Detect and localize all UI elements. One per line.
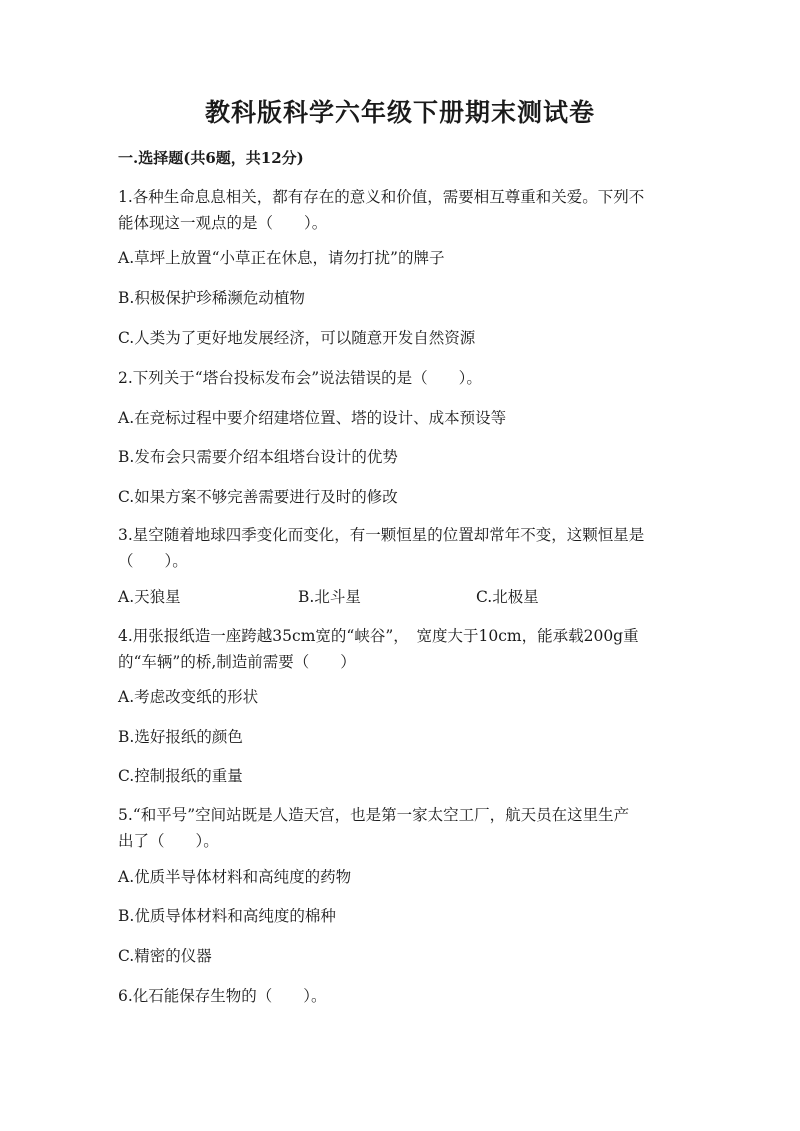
question-4-option-c: C.控制报纸的重量 [118,767,243,785]
question-5-line-1: 5.“和平号”空间站既是人造天宫，也是第一家太空工厂，航天员在这里生产 [118,806,630,824]
question-5-option-a: A.优质半导体材料和高纯度的药物 [118,868,352,886]
question-2-option-c: C.如果方案不够完善需要进行及时的修改 [118,488,398,506]
question-2-option-a: A.在竞标过程中要介绍建塔位置、塔的设计、成本预设等 [118,409,507,427]
question-2-option-b: B.发布会只需要介绍本组塔台设计的优势 [118,448,398,466]
question-3-line-2: （ ）。 [118,552,188,570]
section-heading: 一.选择题(共6题，共12分) [118,149,304,167]
question-1-option-a: A.草坪上放置“小草正在休息，请勿打扰”的牌子 [118,249,445,267]
question-4-line-1: 4.用张报纸造一座跨越35cm宽的“峡谷”， 宽度大于10cm，能承载200g重 [118,627,639,645]
question-3-option-c: C.北极星 [476,588,539,606]
question-1-option-c: C.人类为了更好地发展经济，可以随意开发自然资源 [118,329,476,347]
question-1-option-b: B.积极保护珍稀濒危动植物 [118,289,305,307]
question-4-option-b: B.选好报纸的颜色 [118,728,243,746]
question-3-line-1: 3.星空随着地球四季变化而变化，有一颗恒星的位置却常年不变，这颗恒星是 [118,526,645,544]
question-1-line-1: 1.各种生命息息相关，都有存在的意义和价值，需要相互尊重和关爱。下列不 [118,188,645,206]
question-5-option-b: B.优质导体材料和高纯度的棉种 [118,907,336,925]
question-1-line-2: 能体现这一观点的是（ ）。 [118,214,328,232]
question-3-option-b: B.北斗星 [298,588,361,606]
question-5-option-c: C.精密的仪器 [118,947,212,965]
question-2-line-1: 2.下列关于“塔台投标发布会”说法错误的是（ ）。 [118,369,482,387]
question-3-options-row [118,584,678,610]
question-5-line-2: 出了（ ）。 [118,832,219,850]
question-3-option-a: A.天狼星 [118,588,181,606]
question-6-line-1: 6.化石能保存生物的（ ）。 [118,987,327,1005]
question-4-line-2: 的“车辆”的桥,制造前需要（ ） [118,653,356,671]
exam-title: 教科版科学六年级下册期末测试卷 [204,98,595,127]
question-4-option-a: A.考虑改变纸的形状 [118,688,259,706]
